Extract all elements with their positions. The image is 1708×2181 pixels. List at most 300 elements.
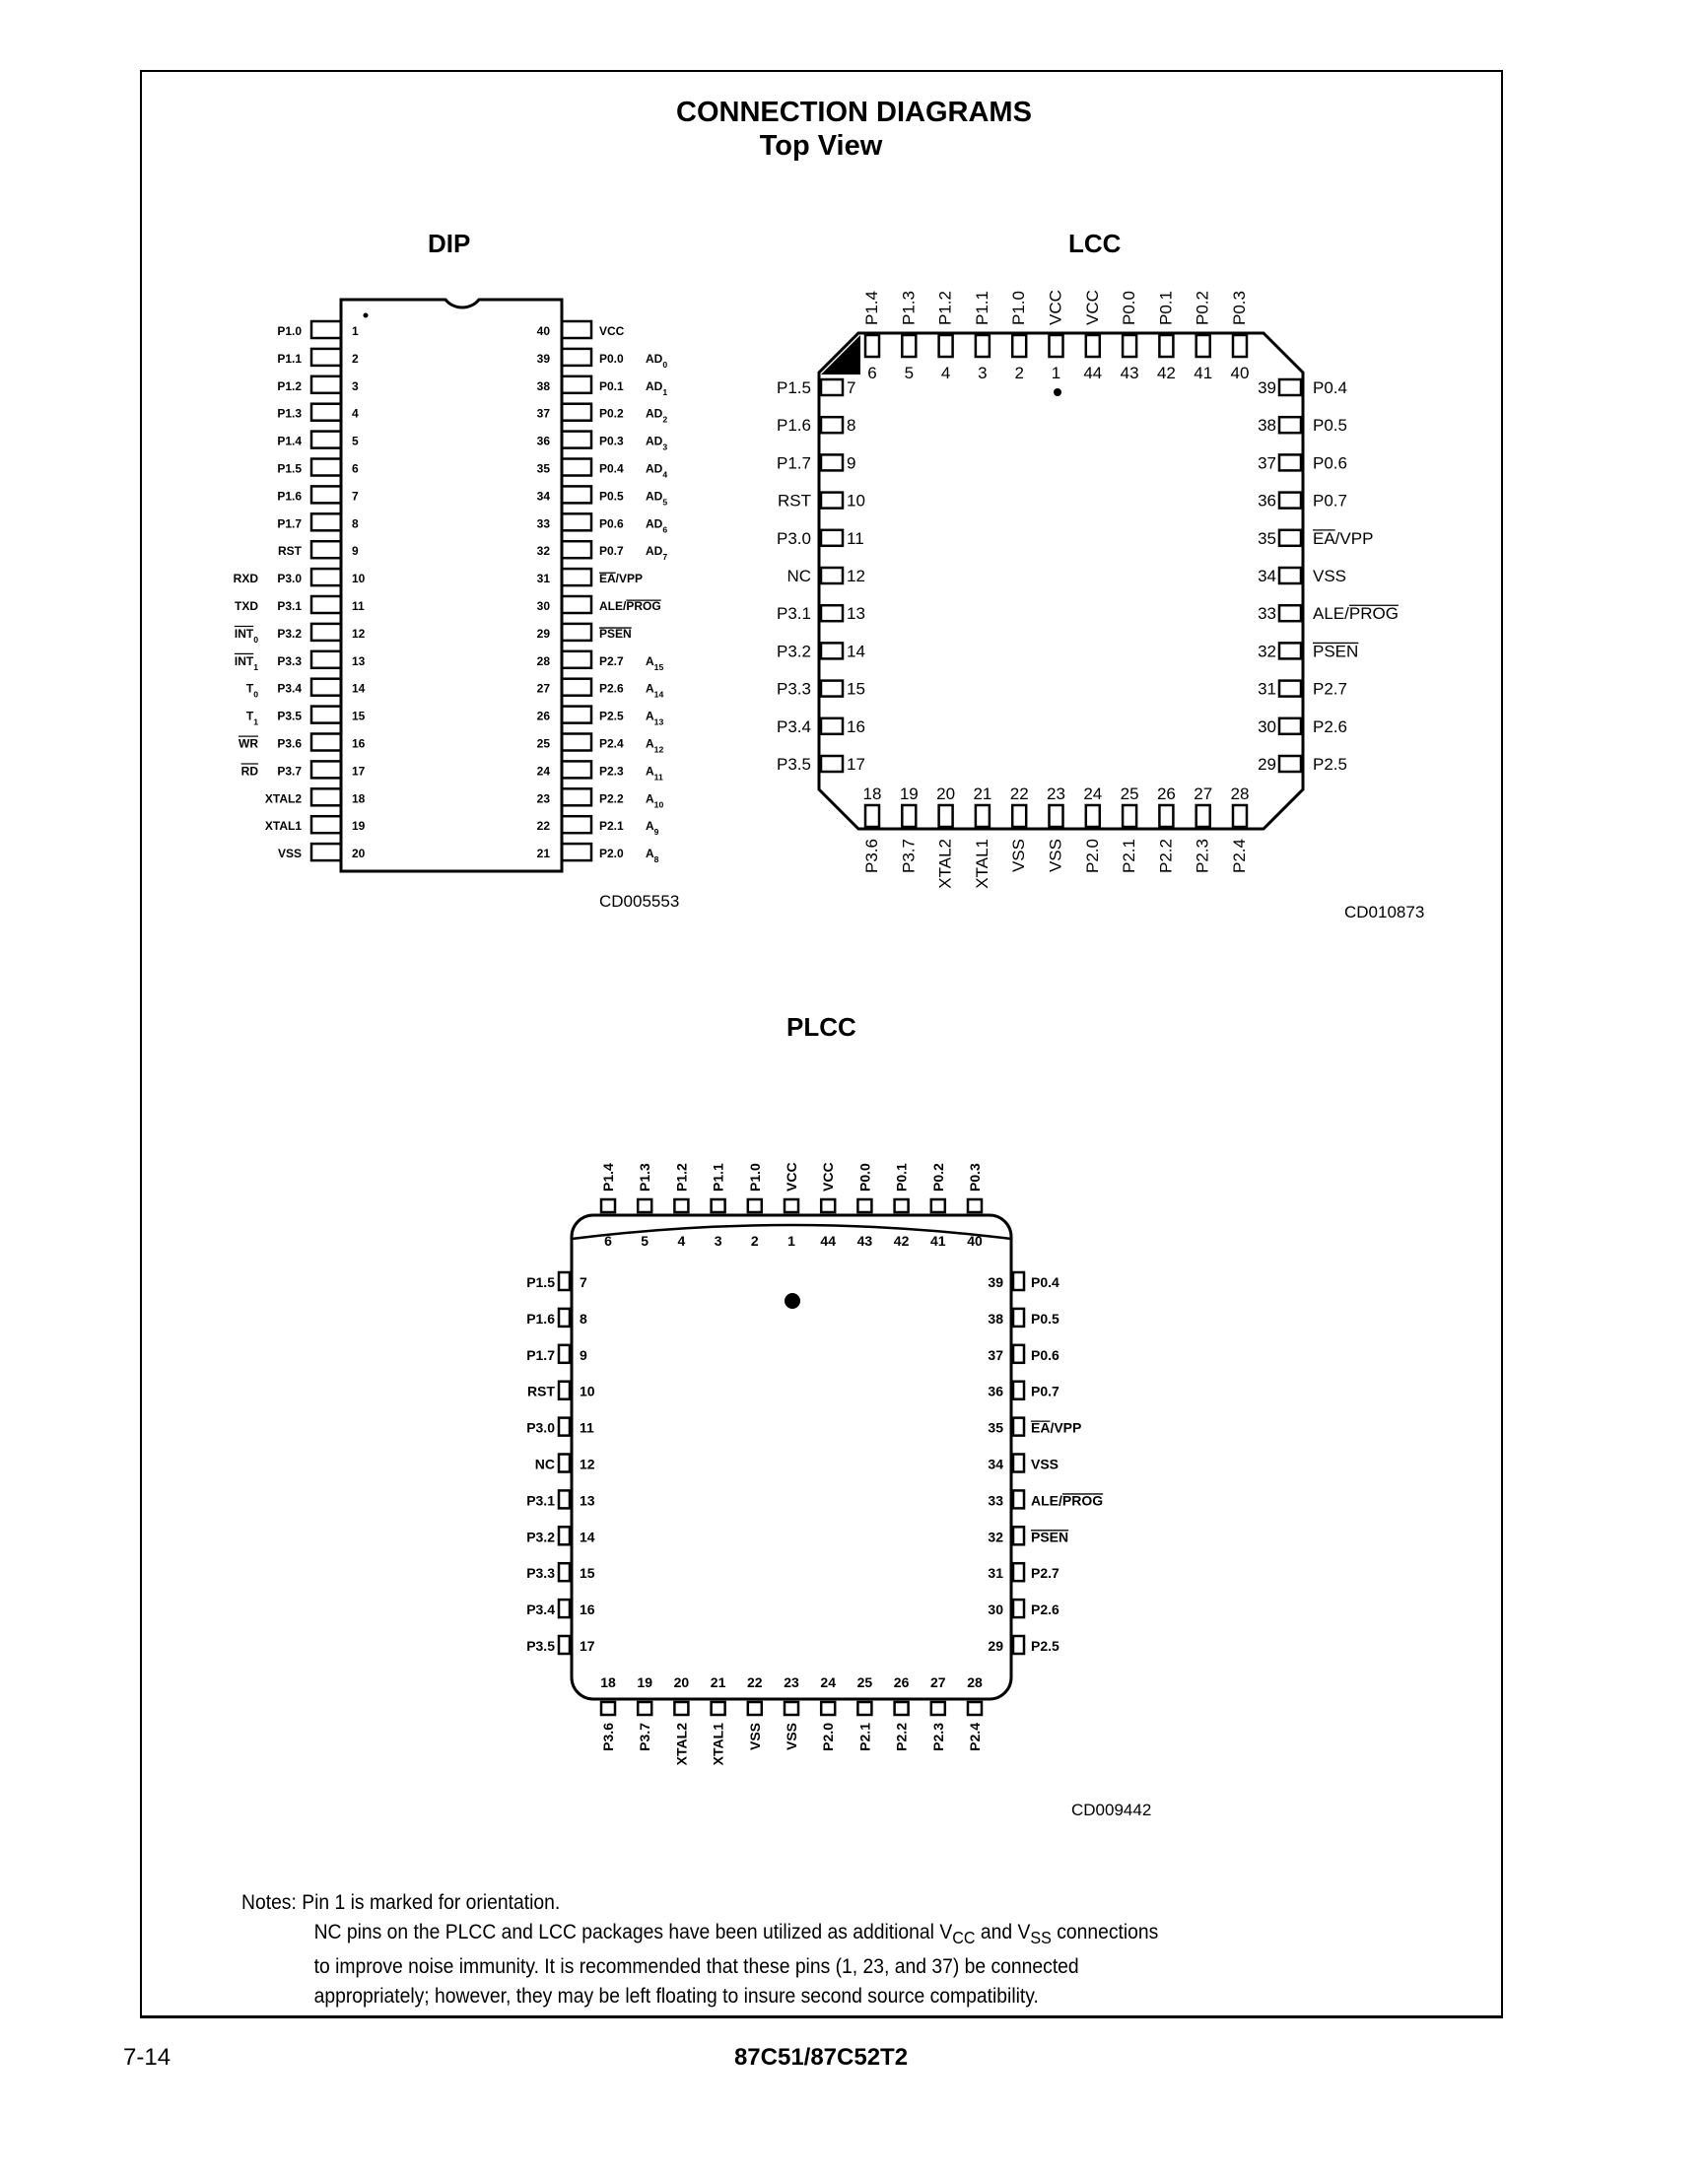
dip-pin — [562, 679, 591, 696]
pin-name: P3.6 — [862, 839, 881, 873]
pin-number: 4 — [352, 406, 359, 421]
pin-number: 8 — [580, 1310, 587, 1327]
pin-name-group — [526, 1492, 555, 1508]
pin-name-group — [778, 492, 811, 511]
pin-number: 24 — [536, 764, 550, 779]
pin-name-group — [599, 489, 624, 503]
pin-name: VSS — [746, 1723, 763, 1751]
pin-name-group — [1009, 291, 1028, 325]
pin-number: 7 — [847, 378, 856, 397]
pin-name-group — [1313, 567, 1346, 585]
pin-name-group — [599, 352, 624, 366]
pin-name-group — [277, 324, 302, 338]
plcc-diagram-pin — [748, 1199, 762, 1212]
pin-name-group — [1313, 642, 1358, 660]
pin-number: 12 — [352, 626, 366, 641]
pin-name-group — [637, 1163, 652, 1192]
pin1-marker — [1054, 388, 1061, 396]
plcc-label: PLCC — [786, 1012, 856, 1042]
pin-name: P2.2 — [1156, 839, 1176, 873]
pin-name-group — [784, 1162, 799, 1192]
pin-number: 2 — [750, 1233, 759, 1249]
pin-name: XTAL2 — [264, 791, 302, 806]
pin-name: P2.0 — [599, 847, 624, 861]
pin-name: P0.7 — [1031, 1383, 1059, 1399]
plcc-diagram-pin — [785, 1702, 798, 1715]
plcc-diagram-pin — [1013, 1272, 1024, 1290]
pin-number: 31 — [988, 1565, 1003, 1582]
notes — [241, 1888, 1158, 2011]
lcc-diagram — [777, 290, 1399, 889]
pin-number: 22 — [1009, 784, 1029, 803]
pin-number: 24 — [820, 1674, 836, 1690]
pin-name-group — [862, 291, 881, 325]
pin-number: 30 — [536, 599, 550, 613]
pin-name-group — [599, 572, 643, 585]
pin-name: P3.5 — [526, 1638, 555, 1654]
pin-name: P3.3 — [526, 1565, 555, 1582]
pin-alt-function: $AD_0$ — [646, 351, 668, 370]
part-number: 87C51/87C52T2 — [733, 2044, 909, 2071]
pin-number: 22 — [747, 1674, 763, 1690]
pin-name-group — [599, 791, 624, 805]
dip-pin — [311, 651, 341, 668]
page-title: CONNECTION DIAGRAMS — [676, 97, 1032, 128]
pin-name: EA/VPP — [599, 572, 644, 586]
dip-pin — [311, 788, 341, 805]
pin-name: P3.0 — [277, 572, 302, 586]
pin-name: P0.0 — [856, 1163, 873, 1192]
pin-name-group — [1031, 1420, 1081, 1436]
pin-number: 23 — [536, 791, 550, 806]
pin-name-group — [599, 819, 624, 833]
pin-number: 34 — [536, 489, 550, 504]
pin-number: 25 — [536, 736, 550, 751]
lcc-diagram-pin — [821, 530, 843, 546]
plcc-diagram-pin — [1013, 1636, 1024, 1654]
pin-number: 31 — [536, 572, 550, 586]
plcc-diagram-pin — [559, 1455, 570, 1472]
pin-name: P0.2 — [1193, 291, 1212, 325]
pin-alt-function: $T_0$ — [245, 681, 258, 700]
dip-pin — [311, 404, 341, 421]
pin-name: ALE/PROG — [1313, 604, 1399, 624]
pin-number: 26 — [536, 709, 550, 723]
pin-number: 29 — [1258, 755, 1276, 774]
pin-name: P0.1 — [599, 378, 624, 393]
pin-name-group — [599, 737, 624, 751]
pin-number: 15 — [352, 709, 366, 723]
dip-pin — [311, 459, 341, 476]
dip-body — [341, 300, 562, 871]
dip-pin — [311, 844, 341, 860]
pin-name: P2.6 — [599, 681, 624, 696]
pin-name-group — [600, 1723, 616, 1751]
pin-number: 28 — [1230, 784, 1250, 803]
pin-number: 23 — [784, 1674, 799, 1690]
pin-name-group — [526, 1311, 555, 1327]
pin-name-group — [265, 791, 302, 805]
pin-name-group — [967, 1723, 983, 1751]
pin-name: XTAL1 — [972, 839, 991, 889]
pin-name-group — [777, 755, 811, 774]
pin-name: P3.6 — [277, 736, 302, 751]
pin-number: 36 — [536, 434, 550, 448]
pin-number: 40 — [1230, 364, 1250, 382]
pin-alt-function: $AD_3$ — [646, 434, 668, 452]
pin-number: 10 — [847, 491, 865, 511]
pin-name: P0.7 — [599, 544, 624, 559]
dip-pin — [562, 569, 591, 585]
pin-name-group — [1156, 839, 1175, 873]
pin-name: P0.7 — [1313, 491, 1347, 511]
dip-pin — [562, 432, 591, 448]
pin-name: P0.1 — [1156, 291, 1176, 325]
pin-number: 34 — [988, 1456, 1003, 1472]
pin-name: PSEN — [1313, 642, 1359, 661]
pin-number: 5 — [352, 434, 359, 448]
pin-number: 29 — [988, 1638, 1003, 1654]
pin-name-group — [277, 489, 302, 503]
pin-number: 8 — [352, 516, 359, 531]
pin-name: P1.2 — [277, 378, 302, 393]
pin-name-group — [1313, 529, 1373, 548]
pin-number: 44 — [820, 1233, 836, 1249]
pin-name-group — [1031, 1492, 1103, 1508]
plcc-diagram-pin — [559, 1636, 570, 1654]
pin-number: 13 — [352, 653, 366, 668]
lcc-diagram-pin — [1279, 493, 1301, 509]
lcc-diagram-pin — [821, 568, 843, 583]
pin-name: P2.2 — [893, 1723, 910, 1751]
pin-number: 39 — [536, 351, 550, 366]
pin-name: XTAL1 — [264, 819, 302, 834]
pin-number: 9 — [847, 453, 856, 473]
pin-name-group — [599, 627, 632, 641]
pin-name: P2.4 — [967, 1723, 983, 1751]
pin-name: RST — [278, 544, 302, 559]
lcc-diagram-pin — [939, 805, 953, 827]
plcc-diagram-pin — [1013, 1309, 1024, 1327]
pin-name: VCC — [784, 1162, 799, 1192]
pin-number: 23 — [1047, 784, 1065, 803]
pin-name-group — [711, 1723, 726, 1766]
pin-number: 33 — [536, 516, 550, 531]
pin-name: XTAL1 — [710, 1723, 726, 1766]
pin-number: 39 — [1258, 378, 1276, 397]
pin-name-group — [1031, 1638, 1059, 1654]
pin-alt-function: RD — [240, 764, 258, 779]
pin-name-group — [856, 1163, 872, 1192]
pin-name: VCC — [820, 1162, 837, 1192]
plcc-diagram-pin — [559, 1272, 570, 1290]
dip-pin — [562, 376, 591, 393]
pin-name-group — [894, 1723, 910, 1751]
pin-name: P3.4 — [526, 1602, 555, 1618]
pin-name-group — [1031, 1457, 1059, 1472]
pin-number: 16 — [352, 736, 366, 751]
pin-name-group — [1230, 839, 1249, 873]
pin-name: P2.5 — [1313, 755, 1347, 774]
pin-name-group — [277, 572, 302, 585]
lcc-diagram-pin — [1123, 335, 1136, 357]
pin-alt-function: $AD_7$ — [646, 544, 668, 563]
pin-name-group — [526, 1602, 555, 1617]
lcc-diagram-pin — [1279, 605, 1301, 621]
pin-number: 1 — [787, 1233, 795, 1249]
pin-number: 3 — [352, 378, 359, 393]
pin-number: 3 — [714, 1233, 722, 1249]
pin-number: 36 — [1258, 491, 1276, 511]
pin-number: 20 — [352, 847, 366, 861]
plcc-diagram-pin — [895, 1702, 909, 1715]
pin-alt-function: WR — [239, 736, 258, 751]
lcc-diagram-pin — [1279, 681, 1301, 697]
pin-number: 2 — [1014, 364, 1024, 382]
dip-pin — [311, 432, 341, 448]
pin-name: P2.3 — [929, 1723, 946, 1751]
pin-name-group — [936, 291, 955, 325]
pin-name: P2.4 — [1230, 839, 1249, 873]
pin-name: P3.6 — [600, 1723, 616, 1751]
pin-name: P0.2 — [929, 1163, 946, 1192]
pin-name: ALE/PROG — [1031, 1492, 1104, 1509]
dip-pin — [562, 513, 591, 530]
pin-name-group — [265, 819, 302, 833]
pin-number: 14 — [580, 1529, 595, 1545]
pin-name: P3.2 — [277, 626, 302, 641]
pin-number: 13 — [847, 604, 865, 624]
plcc-diagram-pin — [638, 1199, 651, 1212]
pin-number: 44 — [1083, 364, 1103, 382]
pin-name: P2.7 — [1031, 1565, 1059, 1582]
pin-name-group — [777, 453, 811, 472]
pin-number: 18 — [600, 1674, 616, 1690]
pin-number: 32 — [988, 1529, 1003, 1545]
pin-name-group — [1313, 453, 1347, 472]
pin-name-group — [1031, 1384, 1059, 1399]
lcc-diagram-pin — [821, 454, 843, 470]
pin-name: P1.7 — [277, 516, 302, 531]
plcc-diagram — [526, 1162, 1103, 1765]
pin-name-group — [599, 435, 624, 448]
plcc-diagram-pin — [1013, 1490, 1024, 1508]
pin-name-group — [599, 682, 624, 696]
pin-name-group — [277, 654, 302, 668]
note-2-line-1: NC pins on the PLCC and LCC packages have been utilized as additional $V_{CC}$ and $V_{SS}$ connections — [313, 1921, 1159, 1948]
pin-number: 18 — [862, 784, 882, 803]
pin-name: P2.2 — [599, 791, 624, 806]
pin-name: P3.3 — [277, 653, 302, 668]
pin-name: P1.4 — [862, 291, 881, 325]
pin-name: VSS — [1031, 1456, 1059, 1472]
pin-name-group — [526, 1274, 555, 1290]
plcc-diagram-pin — [674, 1702, 688, 1715]
plcc-diagram-pin — [559, 1563, 570, 1581]
plcc-diagram-pin — [821, 1702, 835, 1715]
pin-name-group — [1031, 1274, 1059, 1290]
plcc-diagram-pin — [968, 1199, 982, 1212]
pin-number: 43 — [1120, 364, 1139, 382]
dip-pin — [562, 541, 591, 558]
lcc-diagram-pin — [1123, 805, 1136, 827]
lcc-diagram-pin — [1012, 805, 1026, 827]
pin-name-group — [973, 839, 991, 889]
pin-name: P3.4 — [277, 681, 302, 696]
lcc-diagram-pin — [821, 756, 843, 772]
plcc-diagram-pin — [1013, 1382, 1024, 1399]
pin-name-group — [856, 1723, 872, 1751]
lcc-diagram-pin — [821, 379, 843, 395]
dip-pin — [562, 761, 591, 778]
pin-name: P1.5 — [526, 1274, 555, 1290]
pin-number: 4 — [940, 364, 951, 382]
lcc-diagram-pin — [821, 681, 843, 697]
pin-name-group — [777, 717, 811, 736]
pin-name-group — [277, 407, 302, 421]
pin-name: PSEN — [1031, 1529, 1069, 1545]
dip-pin — [311, 376, 341, 393]
plcc-diagram-pin — [712, 1199, 725, 1212]
pin-name: P1.3 — [899, 291, 919, 325]
pin-alt-function: $T_1$ — [245, 709, 258, 727]
pin-name-group — [711, 1163, 726, 1192]
dip-pin — [311, 513, 341, 530]
pin-alt-function: $A_{10}$ — [646, 791, 664, 810]
pin-number: 1 — [352, 324, 359, 338]
pin-name-group — [277, 710, 302, 723]
pin-name: VSS — [1046, 839, 1065, 873]
dip-pin — [562, 596, 591, 613]
pin-name: P2.1 — [856, 1723, 873, 1751]
pin1-marker — [364, 313, 369, 318]
pin-number: 37 — [988, 1346, 1003, 1363]
pin-name-group — [747, 1163, 763, 1192]
pin-number: 13 — [580, 1492, 595, 1509]
pin-number: 36 — [988, 1383, 1003, 1399]
pin-number: 25 — [856, 1674, 873, 1690]
pin-name-group — [1230, 291, 1249, 325]
lcc-diagram-pin — [1159, 335, 1173, 357]
pin-alt-function: $AD_5$ — [646, 489, 668, 508]
pin-number: 28 — [536, 653, 550, 668]
pin-number: 25 — [1120, 784, 1139, 803]
pin-name-group — [1313, 755, 1347, 774]
pin-number: 35 — [988, 1419, 1003, 1436]
pin-name-group — [1313, 717, 1347, 736]
pin-alt-function: TXD — [235, 599, 258, 613]
plcc-diagram-pin — [559, 1309, 570, 1327]
pin-number: 6 — [604, 1233, 612, 1249]
pin-number: 18 — [352, 791, 366, 806]
lcc-diagram-pin — [821, 718, 843, 734]
plcc-diagram-pin — [857, 1702, 871, 1715]
pin-number: 37 — [1258, 453, 1276, 473]
pin-number: 9 — [352, 544, 359, 559]
pin-alt-function: $A_8$ — [646, 847, 659, 865]
pin-name-group — [1313, 378, 1347, 397]
pin-name: RST — [778, 491, 811, 511]
pin-number: 30 — [1258, 716, 1276, 736]
pin-name: P0.3 — [1230, 291, 1249, 325]
lcc-diagram-pin — [1159, 805, 1173, 827]
dip-pin — [562, 651, 591, 668]
pin-name: P0.5 — [1313, 416, 1347, 436]
pin-number: 26 — [1156, 784, 1176, 803]
pin-alt-function: $A_{13}$ — [646, 709, 664, 727]
pin-name-group — [599, 379, 624, 393]
pin-name-group — [527, 1384, 555, 1399]
pin-name-group — [526, 1638, 555, 1654]
pin-name: P2.7 — [599, 653, 624, 668]
pin-number: 19 — [899, 784, 919, 803]
pin-name: XTAL2 — [935, 839, 955, 889]
pin-name-group — [599, 764, 624, 778]
pin-number: 30 — [988, 1602, 1003, 1618]
pin-number: 17 — [847, 755, 865, 774]
plcc-diagram-pin — [1013, 1345, 1024, 1363]
pin-number: 6 — [352, 461, 359, 476]
plcc-diagram-pin — [895, 1199, 909, 1212]
pin-number: 40 — [536, 324, 550, 338]
pin-name-group — [1313, 680, 1347, 699]
pin-number: 24 — [1083, 784, 1103, 803]
pin-name: P1.2 — [935, 291, 955, 325]
pin-number: 16 — [847, 716, 865, 736]
pin-name: P3.0 — [777, 528, 811, 548]
pin-name: VSS — [784, 1723, 799, 1751]
pin-name-group — [277, 764, 302, 778]
pin-name: VSS — [277, 847, 302, 861]
pin-name-group — [1194, 291, 1212, 325]
pin-number: 11 — [847, 528, 864, 548]
pin-number: 3 — [978, 364, 988, 382]
pin-alt-function: $A_{14}$ — [646, 681, 664, 700]
pin-name: VCC — [599, 324, 625, 338]
lcc-diagram-pin — [1279, 530, 1301, 546]
pin-name: VCC — [1046, 290, 1065, 325]
pin-name-group — [599, 847, 624, 860]
pin-name: VSS — [1313, 567, 1347, 585]
notes-prefix: Notes: — [241, 1891, 297, 1914]
pin-name: P0.4 — [599, 461, 624, 476]
pin-name: P1.1 — [277, 351, 302, 366]
dip-pin — [311, 569, 341, 585]
pin-name: P1.2 — [673, 1163, 690, 1192]
pin-name: VSS — [1009, 839, 1029, 873]
plcc-diagram-pin — [931, 1199, 945, 1212]
pin-number: 34 — [1258, 567, 1276, 585]
plcc-diagram-pin — [857, 1199, 871, 1212]
pin-name-group — [599, 516, 624, 530]
pin-name: P3.2 — [777, 642, 811, 661]
pin-number: 6 — [867, 364, 877, 382]
plcc-diagram-pin — [559, 1600, 570, 1617]
pin-number: 5 — [641, 1233, 649, 1249]
pin-name: P1.1 — [972, 291, 991, 325]
dip-pin — [311, 349, 341, 366]
lcc-diagram-body — [819, 333, 1303, 829]
pin-name: P3.7 — [277, 764, 302, 779]
dip-figure-code: CD005553 — [599, 892, 680, 911]
pin-name-group — [277, 516, 302, 530]
pin-alt-function: RXD — [233, 572, 258, 586]
pin-number: 28 — [967, 1674, 983, 1690]
dip-pin — [562, 404, 591, 421]
pin-number: 38 — [988, 1310, 1003, 1327]
lcc-diagram-pin — [1086, 805, 1100, 827]
lcc-diagram-pin — [865, 805, 879, 827]
